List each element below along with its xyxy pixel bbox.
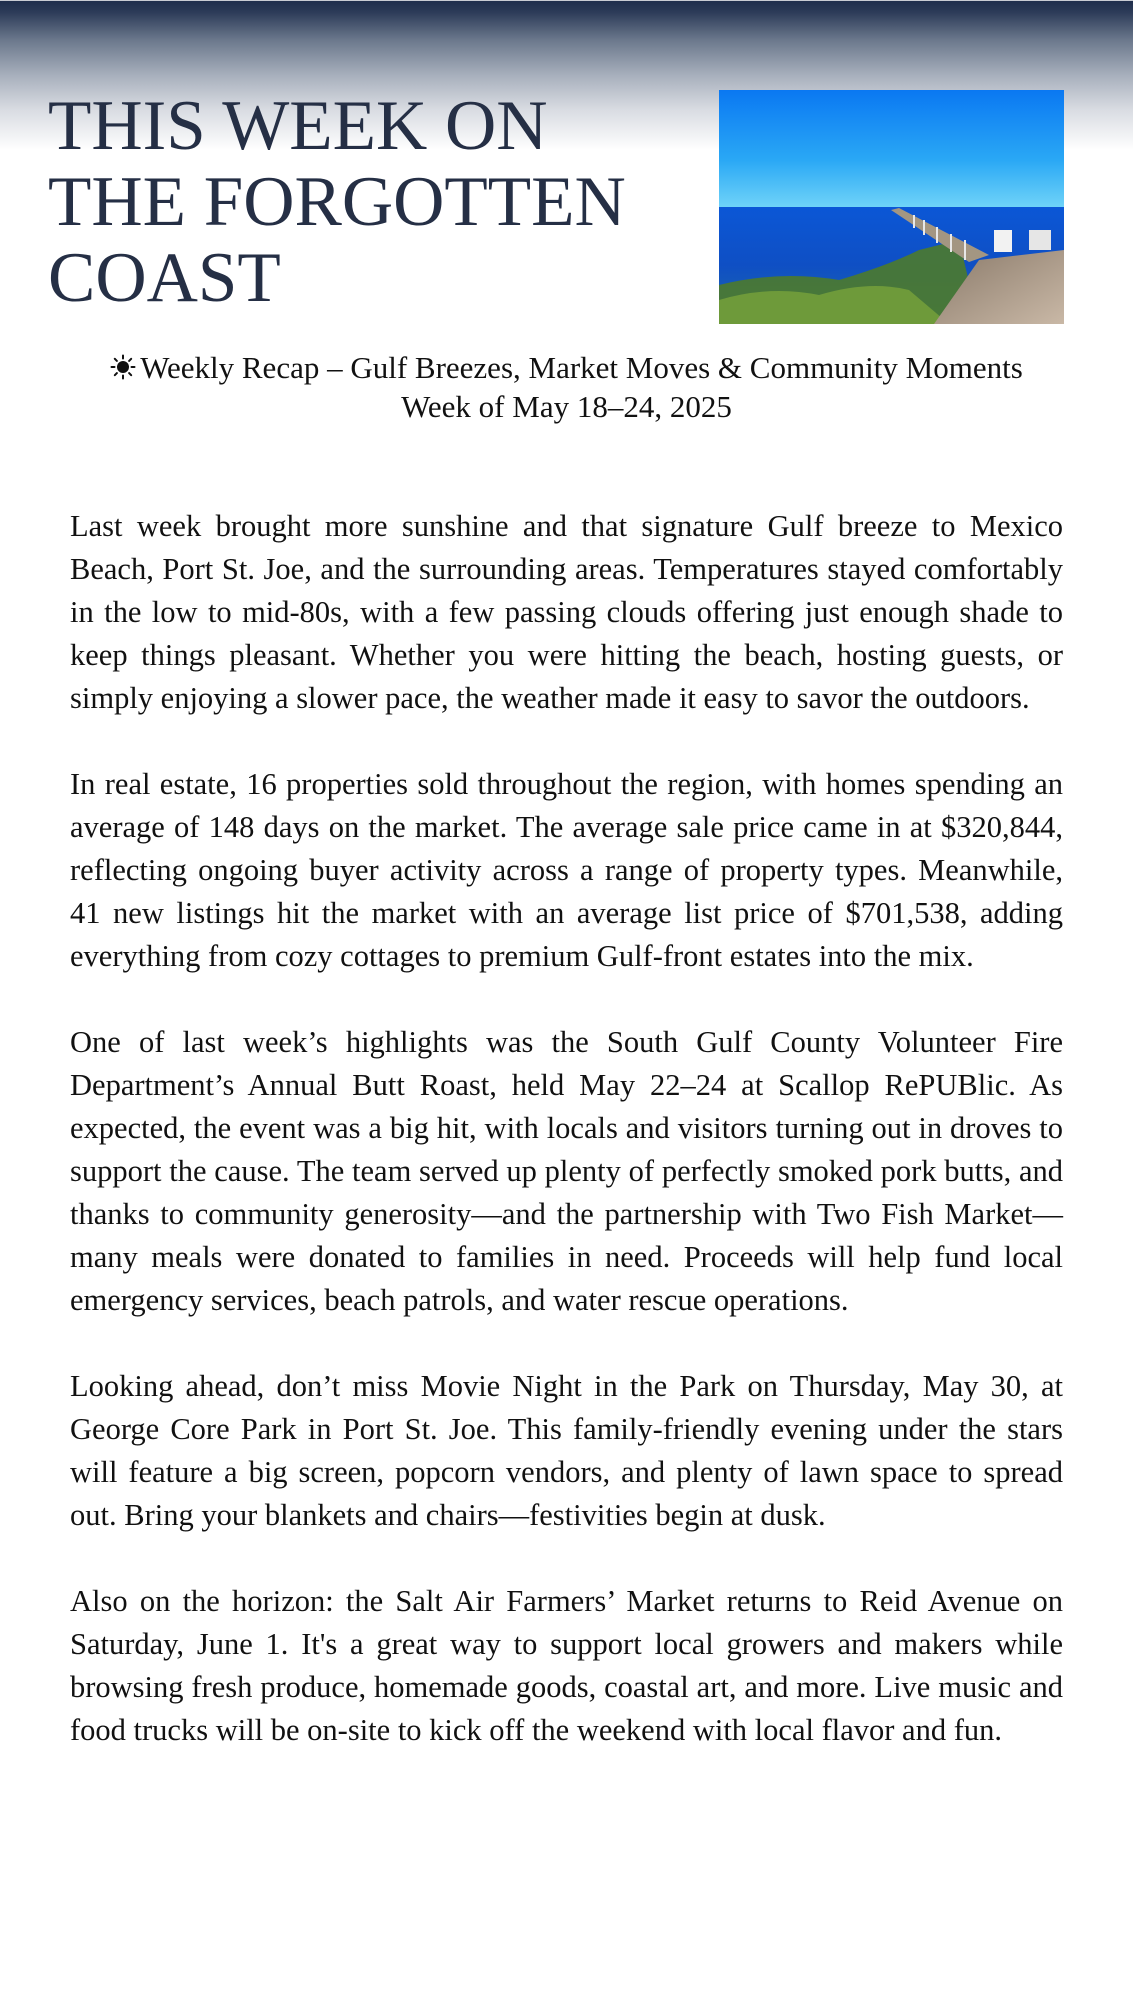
top-border <box>0 0 1133 1</box>
weekly-recap-headline <box>100 348 1033 387</box>
paragraph-farmers-market: Also on the horizon: the Salt Air Farmers’ Market returns to Reid Avenue on Saturday, June 1. It's a great way to support local growers and makers while browsing fresh produce, homemade goods, coastal art, and more. Live music and food trucks will be on-site to kick off the weekend with local flavor and fun. <box>70 1584 1063 1747</box>
sun-icon <box>110 350 136 376</box>
paragraph-weather: Last week brought more sunshine and that signature Gulf breeze to Mexico Beach, Port St. Joe, and the surrounding areas. Temperatures stayed comfortably in the low to mid-80s, with a few passing clouds offering just enough shade to keep things pleasant. Whether you were hitting the beach, hosting guests, or simply enjoying a slower pace, the weather made it easy to savor the outdoors. <box>70 509 1063 715</box>
paragraph-real-estate: In real estate, 16 properties sold throughout the region, with homes spending an average of 148 days on the market. The average sale price came in at $320,844, reflecting ongoing buyer activity across a range of property types. Meanwhile, 41 new listings hit the market with an average list price of $701,538, adding everything from cozy cottages to premium Gulf-front estates into the mix. <box>70 767 1063 973</box>
article-body <box>70 505 1063 1795</box>
masthead-title-line: THE FORGOTTEN <box>48 163 626 241</box>
hero-photo <box>719 90 1064 324</box>
railing-left <box>994 230 1012 252</box>
pier-photo-illustration <box>719 90 1064 324</box>
masthead-title <box>48 88 698 316</box>
paragraph-butt-roast: One of last week’s highlights was the South Gulf County Volunteer Fire Department’s Annual Butt Roast, held May 22–24 at Scallop RePUBlic. As expected, the event was a big hit, with locals and visitors turning out in droves to support the cause. The team served up plenty of perfectly smoked pork butts, and thanks to community generosity—and the partnership with Two Fish Market—many meals were donated to families in need. Proceeds will help fund local emergency services, beach patrols, and water rescue operations. <box>70 1025 1063 1317</box>
paragraph-movie-night: Looking ahead, don’t miss Movie Night in the Park on Thursday, May 30, at George Core Park in Port St. Joe. This family-friendly evening under the stars will feature a big screen, popcorn vendors, and plenty of lawn space to spread out. Bring your blankets and chairs—festivities begin at dusk. <box>70 1369 1063 1532</box>
masthead-title-line: THIS WEEK ON <box>48 87 548 165</box>
masthead-title-line: COAST <box>48 239 281 317</box>
railing-right <box>1029 230 1051 250</box>
week-date-line: Week of May 18–24, 2025 <box>401 389 732 424</box>
headline-text: Weekly Recap – Gulf Breezes, Market Moves & Community Moments <box>140 350 1023 385</box>
subtitle-block <box>100 348 1033 426</box>
sky <box>719 90 1064 207</box>
